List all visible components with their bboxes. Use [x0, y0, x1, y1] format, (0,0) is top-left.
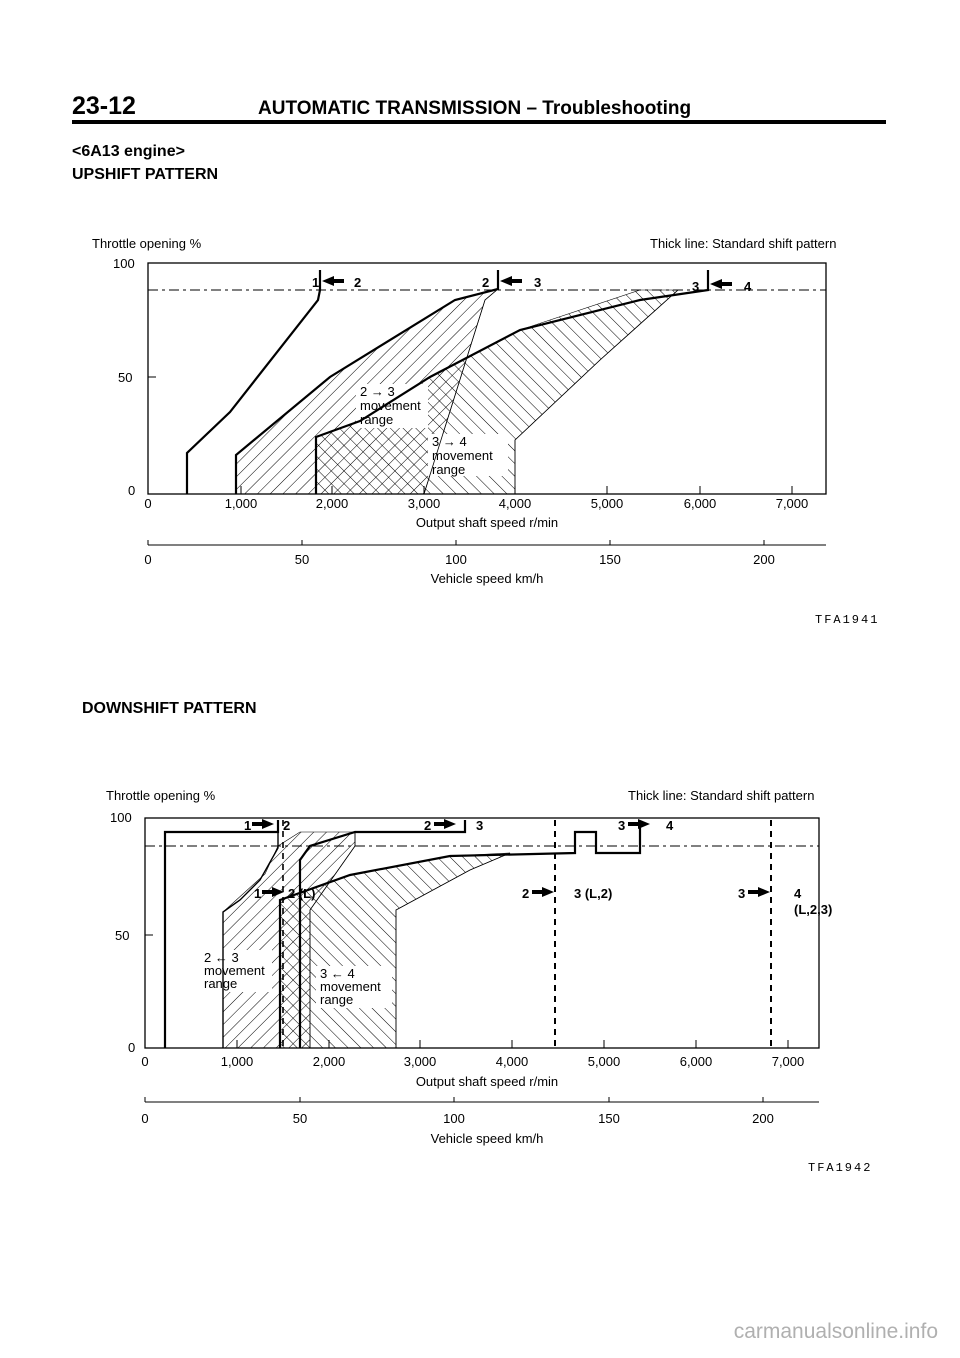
svg-text:3 (L,2): 3 (L,2): [574, 886, 613, 901]
svg-text:4: 4: [794, 886, 802, 901]
svg-text:2 ← 3: 2 ← 3: [204, 950, 239, 965]
svg-text:200: 200: [752, 1111, 774, 1126]
svg-text:3: 3: [738, 886, 746, 901]
svg-text:movement: movement: [432, 448, 493, 463]
svg-text:0: 0: [141, 1054, 149, 1069]
svg-text:3,000: 3,000: [403, 1054, 437, 1069]
svg-text:6,000: 6,000: [679, 1054, 713, 1069]
svg-text:2: 2: [424, 818, 432, 833]
upshift-y-axis-title: Throttle opening %: [92, 236, 202, 251]
svg-text:3: 3: [534, 275, 542, 290]
svg-text:3: 3: [476, 818, 484, 833]
svg-text:2: 2: [522, 886, 530, 901]
svg-text:1,000: 1,000: [220, 1054, 254, 1069]
svg-text:100: 100: [445, 552, 467, 567]
upshift-legend-note: Thick line: Standard shift pattern: [650, 236, 837, 251]
downshift-v-ticks: [141, 1111, 773, 1126]
svg-text:7,000: 7,000: [771, 1054, 805, 1069]
svg-text:50: 50: [115, 928, 130, 943]
svg-text:4,000: 4,000: [495, 1054, 529, 1069]
svg-text:2 (L): 2 (L): [288, 886, 316, 901]
svg-text:100: 100: [110, 810, 132, 825]
svg-text:range: range: [204, 976, 238, 991]
svg-text:2: 2: [354, 275, 362, 290]
svg-text:3: 3: [692, 279, 700, 294]
upshift-y-tick-0: 0: [128, 483, 136, 498]
svg-text:movement: movement: [320, 979, 381, 994]
upshift-v-label: Vehicle speed km/h: [430, 571, 544, 586]
svg-text:4,000: 4,000: [498, 496, 532, 511]
svg-text:150: 150: [599, 552, 621, 567]
svg-text:range: range: [432, 462, 466, 477]
downshift-legend-note: Thick line: Standard shift pattern: [628, 788, 815, 803]
engine-label: <6A13 engine>: [72, 143, 185, 160]
svg-text:(L,2,3): (L,2,3): [794, 902, 833, 917]
svg-text:7,000: 7,000: [775, 496, 809, 511]
svg-text:0: 0: [144, 552, 152, 567]
downshift-heading: DOWNSHIFT PATTERN: [82, 700, 257, 717]
upshift-x-label: Output shaft speed r/min: [415, 515, 559, 530]
svg-text:50: 50: [292, 1111, 308, 1126]
upshift-heading: UPSHIFT PATTERN: [72, 166, 219, 183]
downshift-v-label: Vehicle speed km/h: [430, 1131, 544, 1146]
svg-text:2 → 3: 2 → 3: [360, 384, 395, 399]
upshift-y-tick-100: 100: [113, 256, 135, 271]
svg-text:3 → 4: 3 → 4: [432, 434, 467, 449]
svg-text:4: 4: [744, 279, 752, 294]
svg-text:200: 200: [753, 552, 775, 567]
downshift-y-ticks: [110, 810, 153, 1055]
svg-text:5,000: 5,000: [590, 496, 624, 511]
svg-text:movement: movement: [204, 963, 265, 978]
svg-text:2: 2: [482, 275, 490, 290]
arrow-left-icon: [252, 819, 274, 829]
downshift-x-ticks: [141, 1054, 804, 1069]
svg-text:1: 1: [254, 886, 262, 901]
svg-text:range: range: [320, 992, 354, 1007]
svg-text:2: 2: [283, 818, 291, 833]
downshift-y-axis-title: Throttle opening %: [106, 788, 216, 803]
svg-text:movement: movement: [360, 398, 421, 413]
svg-text:100: 100: [443, 1111, 465, 1126]
svg-text:1: 1: [244, 818, 252, 833]
svg-text:6,000: 6,000: [683, 496, 717, 511]
svg-text:0: 0: [144, 496, 152, 511]
svg-text:1,000: 1,000: [224, 496, 258, 511]
svg-text:150: 150: [598, 1111, 620, 1126]
page-number: 23-12: [72, 92, 136, 120]
arrow-left-icon: [434, 819, 456, 829]
svg-text:4: 4: [666, 818, 674, 833]
svg-text:0: 0: [128, 1040, 136, 1055]
upshift-y-tick-50: 50: [118, 370, 133, 385]
svg-text:range: range: [360, 412, 394, 427]
arrow-left-icon: [748, 887, 770, 897]
watermark: carmanualsonline.info: [733, 1320, 938, 1343]
svg-text:0: 0: [141, 1111, 149, 1126]
upshift-ref-code: TFA1941: [815, 613, 880, 627]
svg-text:3,000: 3,000: [407, 496, 441, 511]
downshift-ref-code: TFA1942: [808, 1161, 873, 1175]
page-title: AUTOMATIC TRANSMISSION – Troubleshooting: [258, 98, 692, 119]
arrow-left-icon: [532, 887, 554, 897]
svg-text:1: 1: [312, 275, 320, 290]
arrow-left-icon: [628, 819, 650, 829]
svg-text:3 ← 4: 3 ← 4: [320, 966, 355, 981]
svg-text:5,000: 5,000: [587, 1054, 621, 1069]
svg-text:2,000: 2,000: [315, 496, 349, 511]
downshift-x-label: Output shaft speed r/min: [415, 1074, 559, 1089]
svg-text:50: 50: [294, 552, 310, 567]
svg-text:3: 3: [618, 818, 626, 833]
svg-text:2,000: 2,000: [312, 1054, 346, 1069]
